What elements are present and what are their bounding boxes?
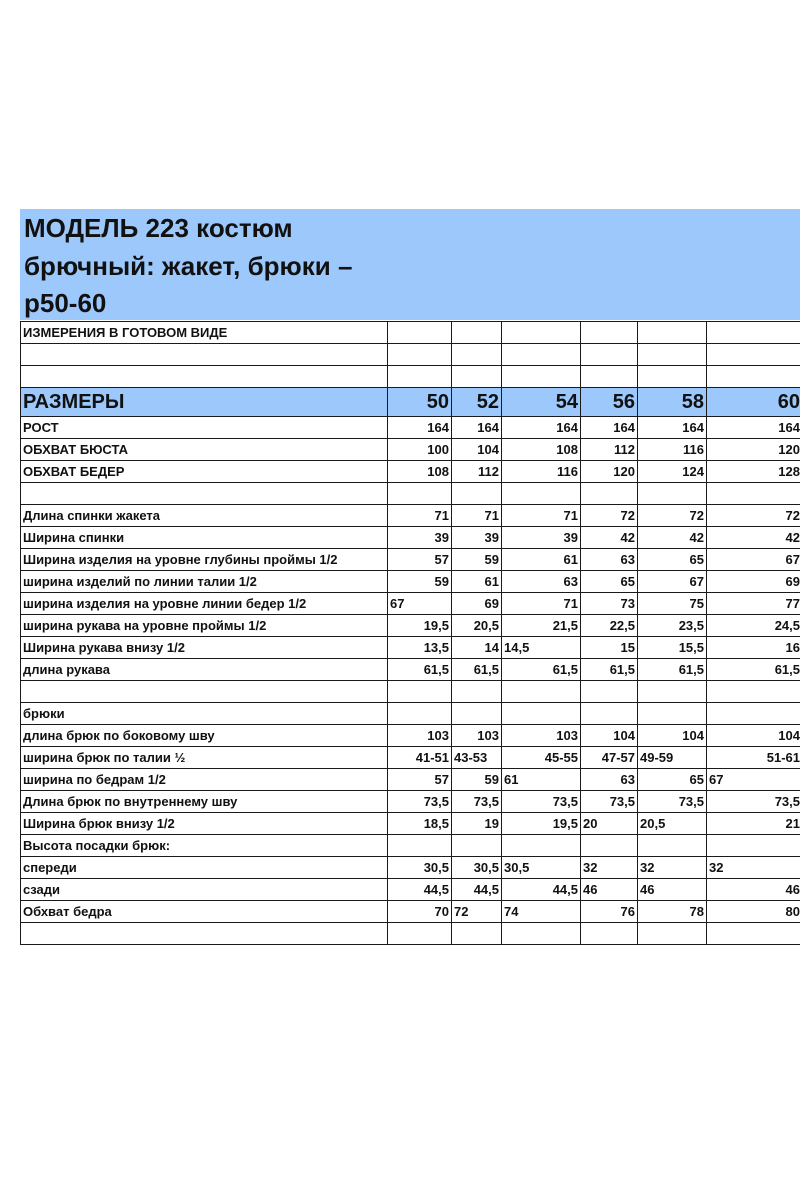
table-row — [21, 835, 800, 857]
value-cell: 44,5 — [388, 879, 452, 901]
value-cell: 16 — [707, 637, 800, 659]
value-cell — [707, 681, 800, 703]
table-row — [21, 505, 800, 527]
value-cell: 80 — [707, 901, 800, 923]
value-cell — [707, 835, 800, 857]
value-cell: 57 — [388, 549, 452, 571]
value-cell: 128 — [707, 461, 800, 483]
value-cell: 104 — [638, 725, 707, 747]
value-cell — [638, 703, 707, 725]
empty-cell — [581, 923, 638, 945]
value-cell: 73,5 — [581, 791, 638, 813]
value-cell: 103 — [452, 725, 502, 747]
table-row — [21, 791, 800, 813]
value-cell: 72 — [638, 505, 707, 527]
value-cell: 49-59 — [638, 747, 707, 769]
value-cell — [638, 835, 707, 857]
value-cell: 100 — [388, 439, 452, 461]
value-cell: 74 — [502, 901, 581, 923]
value-cell: 73,5 — [638, 791, 707, 813]
value-cell: 42 — [581, 527, 638, 549]
row-label: Высота посадки брюк: — [21, 835, 388, 857]
value-cell: 65 — [638, 769, 707, 791]
value-cell: 116 — [502, 461, 581, 483]
value-cell: 78 — [638, 901, 707, 923]
empty-cell — [707, 923, 800, 945]
size-56: 56 — [581, 388, 638, 417]
value-cell: 61,5 — [502, 659, 581, 681]
value-cell: 65 — [581, 571, 638, 593]
table-row — [21, 659, 800, 681]
value-cell: 63 — [581, 769, 638, 791]
value-cell — [388, 835, 452, 857]
value-cell: 164 — [452, 417, 502, 439]
empty-cell — [502, 923, 581, 945]
value-cell: 18,5 — [388, 813, 452, 835]
empty-cell — [638, 366, 707, 388]
row-label: Ширина спинки — [21, 527, 388, 549]
size-54: 54 — [502, 388, 581, 417]
value-cell: 19,5 — [388, 615, 452, 637]
empty-cell — [388, 322, 452, 344]
table-row — [21, 439, 800, 461]
value-cell: 164 — [581, 417, 638, 439]
value-cell — [707, 483, 800, 505]
value-cell: 20 — [581, 813, 638, 835]
empty-cell — [638, 344, 707, 366]
table-row — [21, 725, 800, 747]
value-cell: 24,5 — [707, 615, 800, 637]
value-cell: 32 — [707, 857, 800, 879]
header-label: ИЗМЕРЕНИЯ В ГОТОВОМ ВИДЕ — [21, 322, 388, 344]
value-cell: 72 — [452, 901, 502, 923]
value-cell: 14,5 — [502, 637, 581, 659]
value-cell: 164 — [502, 417, 581, 439]
header-row — [21, 322, 800, 344]
value-cell: 63 — [502, 571, 581, 593]
value-cell: 61,5 — [388, 659, 452, 681]
value-cell — [581, 681, 638, 703]
value-cell: 32 — [638, 857, 707, 879]
value-cell: 61 — [502, 769, 581, 791]
value-cell — [502, 703, 581, 725]
table-row — [21, 879, 800, 901]
value-cell: 164 — [388, 417, 452, 439]
value-cell: 73,5 — [707, 791, 800, 813]
empty-cell — [452, 366, 502, 388]
table-row — [21, 461, 800, 483]
value-cell — [452, 681, 502, 703]
value-cell: 44,5 — [502, 879, 581, 901]
value-cell: 73,5 — [452, 791, 502, 813]
value-cell — [388, 703, 452, 725]
row-label: Ширина изделия на уровне глубины проймы 1/2 — [21, 549, 388, 571]
value-cell: 15,5 — [638, 637, 707, 659]
empty-cell — [707, 322, 800, 344]
value-cell: 15 — [581, 637, 638, 659]
value-cell: 19 — [452, 813, 502, 835]
value-cell — [638, 681, 707, 703]
value-cell: 124 — [638, 461, 707, 483]
value-cell — [452, 703, 502, 725]
value-cell: 76 — [581, 901, 638, 923]
row-label: ОБХВАТ БЕДЕР — [21, 461, 388, 483]
value-cell: 164 — [638, 417, 707, 439]
value-cell: 71 — [502, 505, 581, 527]
table-row — [21, 681, 800, 703]
value-cell: 39 — [388, 527, 452, 549]
table-row — [21, 549, 800, 571]
row-label: брюки — [21, 703, 388, 725]
value-cell: 73 — [581, 593, 638, 615]
empty-cell — [581, 344, 638, 366]
value-cell — [388, 681, 452, 703]
row-label — [21, 483, 388, 505]
value-cell: 39 — [452, 527, 502, 549]
empty-cell — [707, 366, 800, 388]
value-cell: 120 — [707, 439, 800, 461]
value-cell: 73,5 — [388, 791, 452, 813]
empty-cell — [502, 366, 581, 388]
value-cell: 46 — [707, 879, 800, 901]
empty-cell — [502, 344, 581, 366]
table-row — [21, 901, 800, 923]
value-cell — [502, 681, 581, 703]
empty-cell — [388, 344, 452, 366]
value-cell: 61,5 — [581, 659, 638, 681]
row-label: длина брюк по боковому шву — [21, 725, 388, 747]
value-cell: 116 — [638, 439, 707, 461]
value-cell: 41-51 — [388, 747, 452, 769]
value-cell: 23,5 — [638, 615, 707, 637]
value-cell: 42 — [707, 527, 800, 549]
row-label: Длина спинки жакета — [21, 505, 388, 527]
value-cell: 104 — [452, 439, 502, 461]
value-cell — [581, 483, 638, 505]
value-cell: 67 — [638, 571, 707, 593]
row-label: ширина изделия на уровне линии бедер 1/2 — [21, 593, 388, 615]
size-58: 58 — [638, 388, 707, 417]
value-cell — [502, 835, 581, 857]
empty-cell — [21, 344, 388, 366]
value-cell: 30,5 — [388, 857, 452, 879]
empty-cell — [388, 923, 452, 945]
value-cell: 46 — [581, 879, 638, 901]
value-cell: 61 — [502, 549, 581, 571]
value-cell: 67 — [707, 549, 800, 571]
value-cell: 13,5 — [388, 637, 452, 659]
row-label: спереди — [21, 857, 388, 879]
table-row — [21, 615, 800, 637]
row-label: ширина изделий по линии талии 1/2 — [21, 571, 388, 593]
row-label: Обхват бедра — [21, 901, 388, 923]
row-label: длина рукава — [21, 659, 388, 681]
table-row — [21, 747, 800, 769]
value-cell: 57 — [388, 769, 452, 791]
value-cell: 44,5 — [452, 879, 502, 901]
value-cell: 30,5 — [502, 857, 581, 879]
row-label: ширина по бедрам 1/2 — [21, 769, 388, 791]
value-cell: 112 — [581, 439, 638, 461]
empty-cell — [388, 366, 452, 388]
sizes-row — [21, 388, 800, 417]
value-cell: 22,5 — [581, 615, 638, 637]
spacer-row — [21, 344, 800, 366]
value-cell — [581, 835, 638, 857]
spacer-row — [21, 923, 800, 945]
table-row — [21, 593, 800, 615]
value-cell: 59 — [452, 769, 502, 791]
title-line-2: брючный: жакет, брюки – — [24, 251, 353, 281]
empty-cell — [638, 322, 707, 344]
value-cell: 103 — [502, 725, 581, 747]
row-label: РОСТ — [21, 417, 388, 439]
table-row — [21, 769, 800, 791]
empty-cell — [21, 923, 388, 945]
value-cell: 65 — [638, 549, 707, 571]
value-cell: 77 — [707, 593, 800, 615]
value-cell: 20,5 — [452, 615, 502, 637]
sizes-label: РАЗМЕРЫ — [21, 388, 388, 417]
value-cell: 69 — [707, 571, 800, 593]
row-label: Ширина рукава внизу 1/2 — [21, 637, 388, 659]
value-cell: 46 — [638, 879, 707, 901]
value-cell: 75 — [638, 593, 707, 615]
empty-cell — [452, 322, 502, 344]
table-row — [21, 417, 800, 439]
value-cell: 67 — [388, 593, 452, 615]
value-cell: 104 — [581, 725, 638, 747]
value-cell: 73,5 — [502, 791, 581, 813]
value-cell: 71 — [452, 505, 502, 527]
value-cell: 104 — [707, 725, 800, 747]
value-cell: 71 — [502, 593, 581, 615]
value-cell — [581, 703, 638, 725]
table-row — [21, 571, 800, 593]
value-cell — [452, 483, 502, 505]
value-cell: 108 — [502, 439, 581, 461]
value-cell: 108 — [388, 461, 452, 483]
value-cell: 45-55 — [502, 747, 581, 769]
value-cell: 61,5 — [707, 659, 800, 681]
value-cell: 47-57 — [581, 747, 638, 769]
value-cell: 71 — [388, 505, 452, 527]
value-cell: 72 — [581, 505, 638, 527]
empty-cell — [707, 344, 800, 366]
value-cell — [388, 483, 452, 505]
empty-cell — [638, 923, 707, 945]
value-cell: 14 — [452, 637, 502, 659]
value-cell: 112 — [452, 461, 502, 483]
size-60: 60 — [707, 388, 800, 417]
value-cell: 20,5 — [638, 813, 707, 835]
table-row — [21, 527, 800, 549]
row-label: сзади — [21, 879, 388, 901]
value-cell: 30,5 — [452, 857, 502, 879]
table-row — [21, 703, 800, 725]
value-cell: 69 — [452, 593, 502, 615]
row-label: Длина брюк по внутреннему шву — [21, 791, 388, 813]
value-cell: 63 — [581, 549, 638, 571]
value-cell: 67 — [707, 769, 800, 791]
value-cell: 61,5 — [638, 659, 707, 681]
value-cell: 43-53 — [452, 747, 502, 769]
empty-cell — [452, 344, 502, 366]
value-cell: 21,5 — [502, 615, 581, 637]
row-label — [21, 681, 388, 703]
row-label: Ширина брюк внизу 1/2 — [21, 813, 388, 835]
empty-cell — [581, 322, 638, 344]
value-cell — [452, 835, 502, 857]
table-row — [21, 483, 800, 505]
size-50: 50 — [388, 388, 452, 417]
table-row — [21, 813, 800, 835]
empty-cell — [581, 366, 638, 388]
row-label: ОБХВАТ БЮСТА — [21, 439, 388, 461]
empty-cell — [502, 322, 581, 344]
row-label: ширина рукава на уровне проймы 1/2 — [21, 615, 388, 637]
table-row — [21, 637, 800, 659]
value-cell: 51-61 — [707, 747, 800, 769]
value-cell: 59 — [388, 571, 452, 593]
value-cell: 19,5 — [502, 813, 581, 835]
value-cell: 39 — [502, 527, 581, 549]
value-cell: 42 — [638, 527, 707, 549]
value-cell: 72 — [707, 505, 800, 527]
row-label: ширина брюк по талии ½ — [21, 747, 388, 769]
spacer-row — [21, 366, 800, 388]
value-cell: 21 — [707, 813, 800, 835]
size-52: 52 — [452, 388, 502, 417]
measurements-table — [20, 321, 800, 945]
title-line-3: р50-60 — [24, 288, 107, 318]
value-cell: 32 — [581, 857, 638, 879]
title-line-1: МОДЕЛЬ 223 костюм — [24, 213, 293, 243]
value-cell: 103 — [388, 725, 452, 747]
value-cell: 61,5 — [452, 659, 502, 681]
value-cell — [502, 483, 581, 505]
value-cell — [707, 703, 800, 725]
value-cell: 120 — [581, 461, 638, 483]
value-cell — [638, 483, 707, 505]
table-row — [21, 857, 800, 879]
value-cell: 70 — [388, 901, 452, 923]
value-cell: 59 — [452, 549, 502, 571]
value-cell: 164 — [707, 417, 800, 439]
empty-cell — [452, 923, 502, 945]
empty-cell — [21, 366, 388, 388]
value-cell: 61 — [452, 571, 502, 593]
